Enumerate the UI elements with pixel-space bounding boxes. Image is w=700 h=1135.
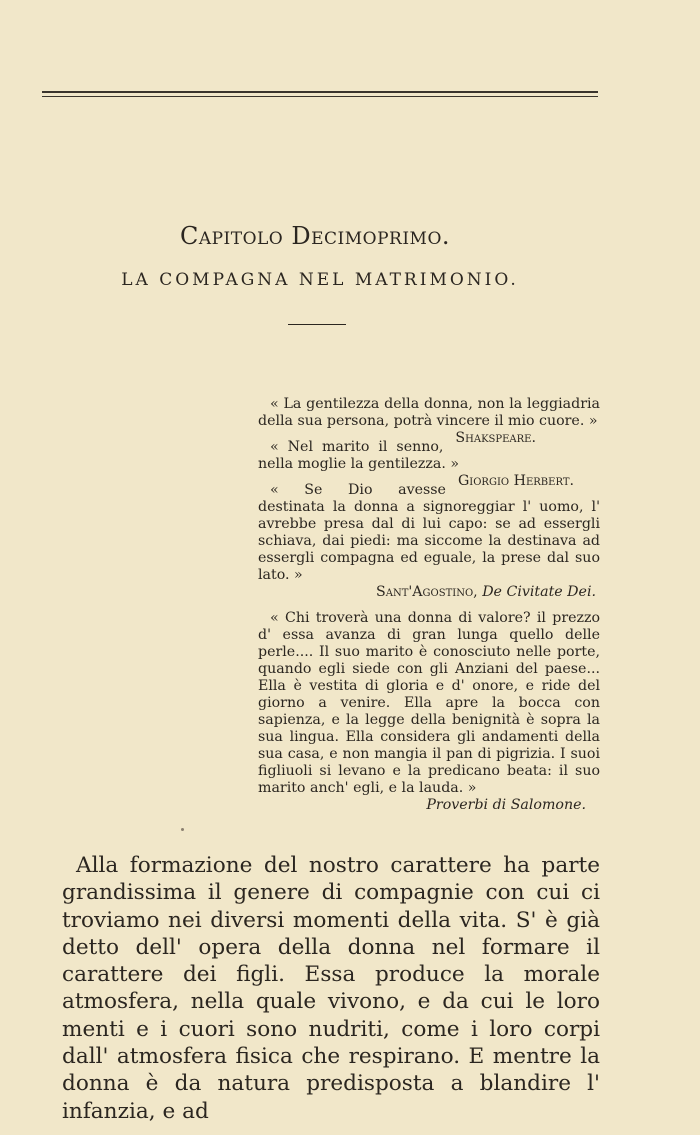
epigraph-shakspeare bbox=[258, 396, 600, 446]
epigraph-work: De Civitate Dei. bbox=[482, 584, 596, 600]
epigraph-text: « Nel marito il senno, nella moglie la gentilezza. » bbox=[258, 439, 460, 472]
epigraph-text: « Se Dio avesse destinata la donna a signoreggiar l' uomo, l' avrebbe presa dal di lui capo: se ad essergli schiava, dai piedi: ma siccome la destinava ad essergli compagna ed eguale, la prese dal suo lato. » bbox=[258, 482, 600, 583]
epigraphs bbox=[258, 396, 600, 814]
body-paragraph: Alla formazione del nostro carattere ha parte grandissima il genere di compagnie con cui ci troviamo nei diversi momenti della vita. S' è già detto dell' opera della donna nel formare il carattere dei figli. Essa produce la morale atmosfera, nella quale vivono, e da cui le loro menti e i cuori sono nudriti, come i loro corpi dall' atmosfera fisica che respirano. E mentre la donna è da natura predisposta a blandire l' infanzia, e ad bbox=[62, 853, 600, 1124]
epigraph-attribution bbox=[258, 584, 600, 601]
epigraph-author: Sant'Agostino, bbox=[376, 584, 478, 600]
epigraph-work: Proverbi di Salomone. bbox=[426, 797, 586, 813]
epigraph-agostino bbox=[258, 482, 600, 601]
title-divider bbox=[288, 324, 346, 325]
header-rule-thick bbox=[42, 91, 598, 93]
epigraph-proverbi bbox=[258, 610, 600, 813]
epigraph-author: Shakspeare. bbox=[455, 430, 536, 446]
chapter-title: Capitolo Decimoprimo. bbox=[179, 222, 451, 250]
ink-speck bbox=[181, 828, 184, 831]
epigraph-text: « La gentilezza della donna, non la leggiadria della sua persona, potrà vincere il mio cuore. » bbox=[258, 396, 600, 429]
chapter-subtitle: LA COMPAGNA NEL MATRIMONIO. bbox=[121, 270, 519, 290]
header-rule-thin bbox=[42, 96, 598, 97]
body-text bbox=[62, 852, 600, 1125]
epigraph-text: « Chi troverà una donna di valore? il prezzo d' essa avanza di gran lunga quello delle perle.... Il suo marito è conosciuto nelle porte, quando egli siede con gli Anziani del paese... Ella è vestita di gloria e d' onore, e ride del giorno a venire. Ella apre la bocca con sapienza, e la legge della benignità è sopra la sua lingua. Ella considera gli andamenti della sua casa, e non mangia il pan di pigrizia. I suoi figliuoli si levano e la predicano beata: il suo marito anch' egli, e la lauda. » bbox=[258, 610, 600, 796]
epigraph-author: Giorgio Herbert. bbox=[457, 473, 574, 489]
epigraph-herbert bbox=[258, 439, 600, 489]
